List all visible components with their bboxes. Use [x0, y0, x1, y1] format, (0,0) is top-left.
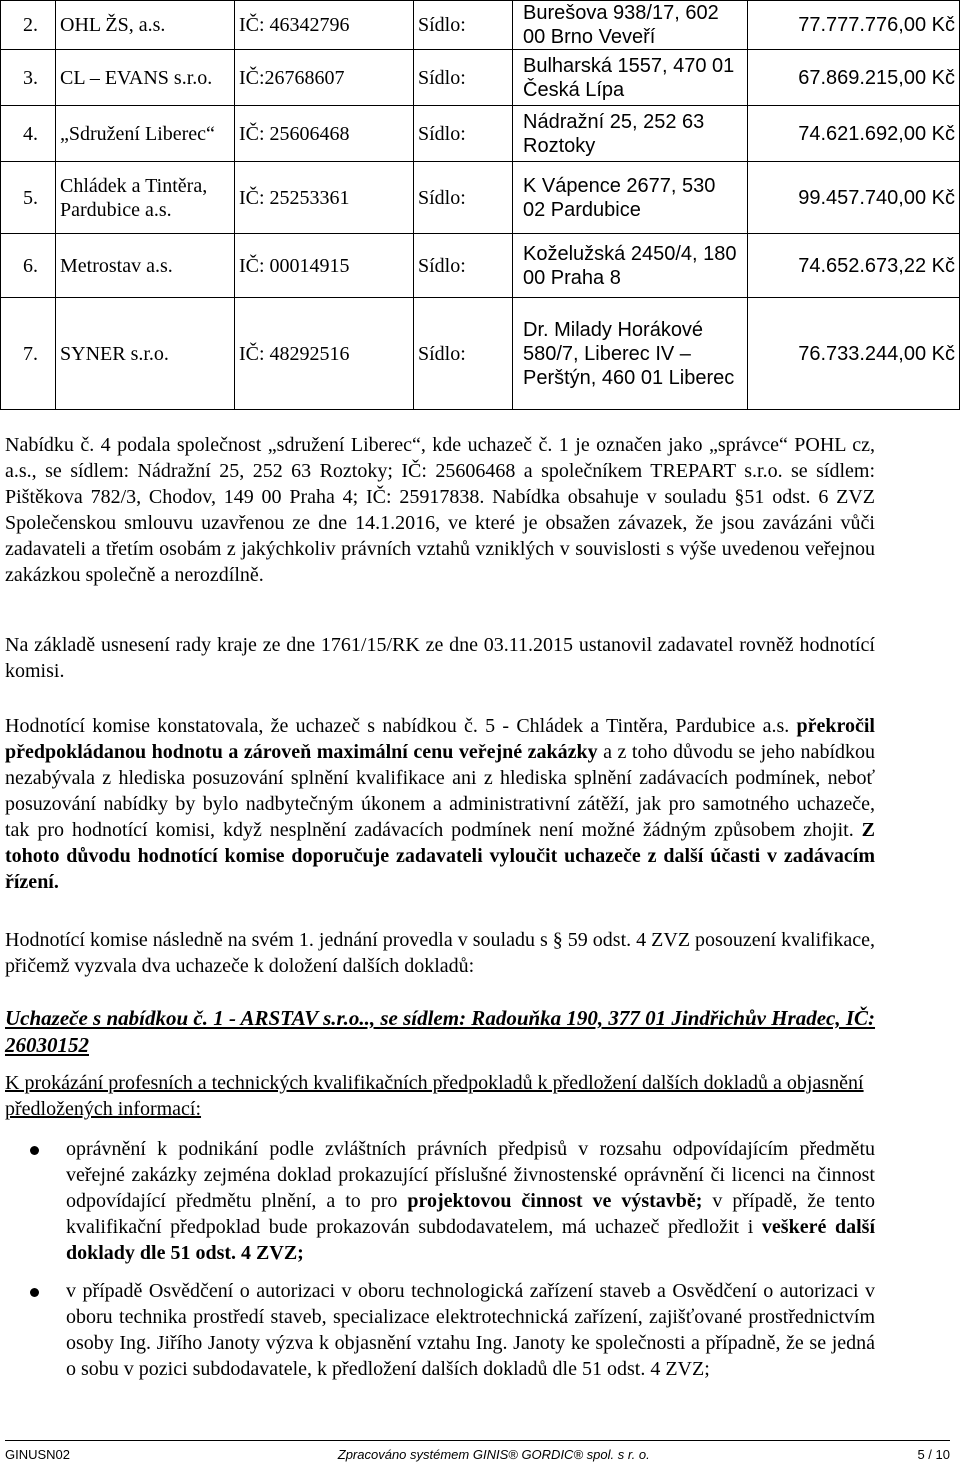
- footer-code: GINUSN02: [5, 1447, 71, 1462]
- bidder-address: Burešova 938/17, 602 00 Brno Veveří: [513, 1, 748, 50]
- table-row: [1, 162, 960, 234]
- subheading: [5, 1070, 875, 1122]
- paragraph-text: Nabídku č. 4 podala společnost „sdružení Liberec“, kde uchazeč č. 1 je označen jako „správce“ POHL cz, a.s., se sídlem: Nádražní 25, 252 63 Roztoky; IČ: 25606468 a společníkem TREPART s.r.o. se sídlem: Pištěkova 782/3, Chodov, 149 00 Praha 4; IČ: 25917838. Nabídka obsahuje v souladu §51 odst. 6 ZVZ Společenskou smlouvu uzavřenou ze dne 14.1.2016, ve které je obsažen závazek, že jsou zavázáni vůči zadavateli a třetím osobám z jakýchkoliv právních vztahů vzniklých v souvislosti s výše uvedenou veřejnou zakázkou společně a nerozdílně.: [5, 434, 875, 586]
- seat-label: Sídlo:: [414, 50, 513, 106]
- bullet-list: [5, 1136, 875, 1382]
- row-number: 3.: [1, 50, 56, 106]
- bid-price: 76.733.244,00 Kč: [748, 298, 960, 410]
- section-heading: [5, 1005, 875, 1059]
- table-row: [1, 106, 960, 162]
- table-row: [1, 298, 960, 410]
- paragraph-text: Na základě usnesení rady kraje ze dne 1761/15/RK ze dne 03.11.2015 ustanovil zadavatel rovněž hodnotící komisi.: [5, 634, 875, 682]
- footer-generator: Zpracováno systémem GINIS® GORDIC® spol. s r. o.: [337, 1447, 650, 1462]
- paragraph-text: [5, 713, 875, 895]
- paragraph-offer-4: [5, 432, 875, 588]
- row-number: 4.: [1, 106, 56, 162]
- bid-price: 74.652.673,22 Kč: [748, 234, 960, 298]
- bidder-name: CL – EVANS s.r.o.: [56, 50, 235, 106]
- seat-label: Sídlo:: [414, 106, 513, 162]
- table-row: [1, 234, 960, 298]
- row-number: 6.: [1, 234, 56, 298]
- bidder-ic: IČ: 00014915: [235, 234, 414, 298]
- text-span: a z toho důvodu se jeho nabídkou nezabývala z hlediska posuzování splnění kvalifikace ani z hlediska splnění zadávacích podmínek, neboť posuzování nabídky by bylo nadbytečným úkonem a administrativní zátěží, jak pro samotného uchazeče, tak pro hodnotící komisi, když nesplnění zadávacích podmínek není možné žádným způsobem zhojit.: [5, 741, 875, 841]
- bidder-ic: IČ:26768607: [235, 50, 414, 106]
- seat-label: Sídlo:: [414, 298, 513, 410]
- bidder-name: Chládek a Tintěra, Pardubice a.s.: [56, 162, 235, 234]
- bid-price: 67.869.215,00 Kč: [748, 50, 960, 106]
- bidder-address: K Vápence 2677, 530 02 Pardubice: [513, 162, 748, 234]
- bidder-address: Bulharská 1557, 470 01 Česká Lípa: [513, 50, 748, 106]
- text-span: Hodnotící komise konstatovala, že uchazeč s nabídkou č. 5 - Chládek a Tintěra, Pardubice a.s.: [5, 715, 797, 737]
- row-number: 5.: [1, 162, 56, 234]
- paragraph-text: Hodnotící komise následně na svém 1. jednání provedla v souladu s § 59 odst. 4 ZVZ posouzení kvalifikace, přičemž vyzvala dva uchazeče k doložení dalších dokladů:: [5, 929, 875, 977]
- bullet-icon: [30, 1288, 39, 1297]
- bid-price: 99.457.740,00 Kč: [748, 162, 960, 234]
- row-number: 7.: [1, 298, 56, 410]
- list-item: [5, 1136, 875, 1266]
- bullet-icon: [30, 1146, 39, 1155]
- paragraph-qualification: [5, 927, 875, 979]
- seat-label: Sídlo:: [414, 234, 513, 298]
- list-item: [5, 1278, 875, 1382]
- table-row: [1, 50, 960, 106]
- page-number: 5 / 10: [917, 1447, 950, 1462]
- bold-span: projektovou činnost ve výstavbě;: [407, 1190, 703, 1212]
- paragraph-exclusion: [5, 713, 875, 895]
- bidder-address: Koželužská 2450/4, 180 00 Praha 8: [513, 234, 748, 298]
- bidder-ic: IČ: 46342796: [235, 1, 414, 50]
- text-span: v případě Osvědčení o autorizaci v oboru technologická zařízení staveb a Osvědčení o autorizaci v oboru technika prostředí staveb, specializace elektrotechnická zařízení, zajišťované prostřednictvím osoby Ing. Jiřího Janoty výzva k objasnění vztahu Ing. Janoty ke společnosti a případně, že se jedná o sobu v pozici subdodavatele, k předložení dalších dokladů dle 51 odst. 4 ZVZ;: [66, 1280, 875, 1380]
- subheading-text: K prokázání profesních a technických kvalifikačních předpokladů k předložení dalších dokladů a objasnění předložených informací:: [5, 1072, 864, 1120]
- bold-span: veškeré další doklady dle 51 odst. 4 ZVZ;: [66, 1216, 876, 1264]
- bold-span: překročil předpokládanou hodnotu a zároveň maximální cenu veřejné zakázky: [5, 715, 875, 763]
- bidder-name: „Sdružení Liberec“: [56, 106, 235, 162]
- bidders-table: [0, 0, 960, 410]
- bidder-ic: IČ: 25253361: [235, 162, 414, 234]
- bidder-name: Metrostav a.s.: [56, 234, 235, 298]
- bold-span: Z tohoto důvodu hodnotící komise doporučuje zadavateli vyloučit uchazeče z další účasti v zadávacím řízení.: [5, 819, 875, 893]
- bidder-ic: IČ: 48292516: [235, 298, 414, 410]
- seat-label: Sídlo:: [414, 1, 513, 50]
- row-number: 2.: [1, 1, 56, 50]
- text-span: oprávnění k podnikání podle zvláštních právních předpisů v rozsahu odpovídajícím předmětu veřejné zakázky zejména doklad prokazující příslušné živnostenské oprávnění či licenci na činnost odpovídající předmětu plnění, a to pro: [66, 1138, 875, 1212]
- bidder-address: Nádražní 25, 252 63 Roztoky: [513, 106, 748, 162]
- bidder-name: SYNER s.r.o.: [56, 298, 235, 410]
- text-span: v případě, že tento kvalifikační předpoklad bude prokazován subdodavatelem, má uchazeč předložit i: [66, 1190, 876, 1238]
- heading-text: Uchazeče s nabídkou č. 1 - ARSTAV s.r.o.., se sídlem: Radouňka 190, 377 01 Jindřichův Hradec, IČ: 26030152: [5, 1006, 876, 1057]
- bid-price: 74.621.692,00 Kč: [748, 106, 960, 162]
- bidder-address: Dr. Milady Horákové 580/7, Liberec IV – Perštýn, 460 01 Liberec: [513, 298, 748, 410]
- bidder-ic: IČ: 25606468: [235, 106, 414, 162]
- bidder-name: OHL ŽS, a.s.: [56, 1, 235, 50]
- paragraph-commission-appointed: [5, 632, 875, 684]
- bid-price: 77.777.776,00 Kč: [748, 1, 960, 50]
- table-row: [1, 1, 960, 50]
- page-footer: [5, 1440, 950, 1462]
- seat-label: Sídlo:: [414, 162, 513, 234]
